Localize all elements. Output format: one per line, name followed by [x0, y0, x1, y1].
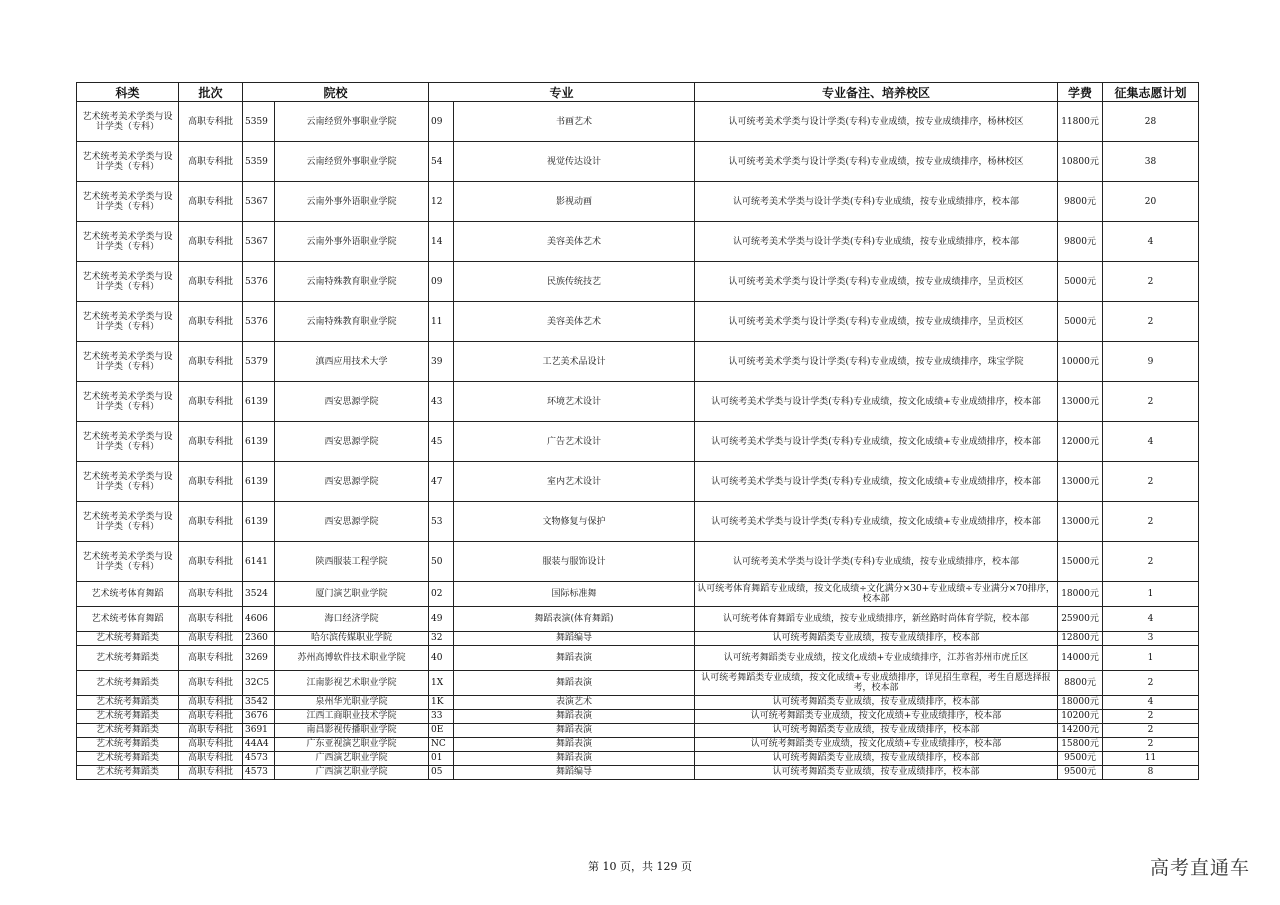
cell-school-name: 江南影视艺术职业学院 [275, 671, 429, 696]
cell-batch: 高职专科批 [179, 222, 243, 262]
header-zhuanye: 专业 [429, 83, 695, 102]
cell-major-name: 表演艺术 [454, 696, 695, 710]
cell-remarks: 认可统考舞蹈类专业成绩，按文化成绩+专业成绩排序，详见招生章程，考生自愿选择报考，校本部 [695, 671, 1058, 696]
cell-major-name: 国际标准舞 [454, 582, 695, 607]
cell-tuition: 8800元 [1058, 671, 1103, 696]
cell-school-code: 3269 [243, 646, 275, 671]
cell-major-name: 民族传统技艺 [454, 262, 695, 302]
cell-major-name: 影视动画 [454, 182, 695, 222]
cell-remarks: 认可统考舞蹈类专业成绩，按专业成绩排序，校本部 [695, 752, 1058, 766]
cell-category: 艺术统考舞蹈类 [77, 738, 179, 752]
table-row [77, 752, 1199, 766]
cell-major-code: 11 [429, 302, 454, 342]
cell-batch: 高职专科批 [179, 696, 243, 710]
cell-school-code: 6139 [243, 422, 275, 462]
cell-school-code: 4606 [243, 607, 275, 632]
cell-remarks: 认可统考美术学类与设计学类(专科)专业成绩，按文化成绩+专业成绩排序，校本部 [695, 462, 1058, 502]
cell-category: 艺术统考美术学类与设计学类（专科） [77, 302, 179, 342]
cell-tuition: 5000元 [1058, 262, 1103, 302]
cell-batch: 高职专科批 [179, 382, 243, 422]
cell-major-code: 05 [429, 766, 454, 780]
cell-category: 艺术统考美术学类与设计学类（专科） [77, 182, 179, 222]
cell-tuition: 9800元 [1058, 182, 1103, 222]
table-body [77, 102, 1199, 780]
cell-category: 艺术统考体育舞蹈 [77, 607, 179, 632]
cell-batch: 高职专科批 [179, 607, 243, 632]
table-row [77, 222, 1199, 262]
cell-remarks: 认可统考舞蹈类专业成绩，按文化成绩+专业成绩排序，校本部 [695, 738, 1058, 752]
cell-tuition: 12000元 [1058, 422, 1103, 462]
cell-tuition: 10200元 [1058, 710, 1103, 724]
cell-school-code: 6139 [243, 462, 275, 502]
cell-batch: 高职专科批 [179, 646, 243, 671]
cell-batch: 高职专科批 [179, 422, 243, 462]
cell-school-code: 5359 [243, 142, 275, 182]
cell-major-code: NC [429, 738, 454, 752]
cell-category: 艺术统考舞蹈类 [77, 766, 179, 780]
cell-remarks: 认可统考美术学类与设计学类(专科)专业成绩，按专业成绩排序，杨林校区 [695, 142, 1058, 182]
cell-batch: 高职专科批 [179, 671, 243, 696]
cell-remarks: 认可统考美术学类与设计学类(专科)专业成绩，按专业成绩排序，校本部 [695, 542, 1058, 582]
cell-school-code: 5379 [243, 342, 275, 382]
table-row [77, 632, 1199, 646]
header-xuefei: 学费 [1058, 83, 1103, 102]
cell-tuition: 13000元 [1058, 462, 1103, 502]
cell-major-name: 舞蹈表演 [454, 724, 695, 738]
cell-category: 艺术统考舞蹈类 [77, 724, 179, 738]
cell-plan-count: 11 [1103, 752, 1199, 766]
cell-major-code: 53 [429, 502, 454, 542]
cell-remarks: 认可统考舞蹈类专业成绩，按文化成绩+专业成绩排序，江苏省苏州市虎丘区 [695, 646, 1058, 671]
table-row [77, 302, 1199, 342]
page-number: 第 10 页，共 129 页 [588, 860, 692, 873]
table-row [77, 696, 1199, 710]
table-row [77, 542, 1199, 582]
cell-plan-count: 2 [1103, 710, 1199, 724]
cell-school-name: 厦门演艺职业学院 [275, 582, 429, 607]
cell-school-code: 3524 [243, 582, 275, 607]
cell-school-name: 江西工商职业技术学院 [275, 710, 429, 724]
cell-school-name: 西安思源学院 [275, 502, 429, 542]
cell-major-name: 文物修复与保护 [454, 502, 695, 542]
cell-category: 艺术统考美术学类与设计学类（专科） [77, 262, 179, 302]
cell-plan-count: 2 [1103, 462, 1199, 502]
cell-category: 艺术统考美术学类与设计学类（专科） [77, 142, 179, 182]
watermark-logo-text: 高考直通车 [1149, 857, 1250, 879]
table-row [77, 502, 1199, 542]
table-row [77, 766, 1199, 780]
cell-plan-count: 4 [1103, 422, 1199, 462]
table-header-row [77, 83, 1199, 102]
cell-major-name: 舞蹈编导 [454, 766, 695, 780]
cell-plan-count: 4 [1103, 696, 1199, 710]
table-row [77, 342, 1199, 382]
table-row [77, 422, 1199, 462]
cell-plan-count: 8 [1103, 766, 1199, 780]
cell-major-name: 环境艺术设计 [454, 382, 695, 422]
cell-remarks: 认可统考美术学类与设计学类(专科)专业成绩，按专业成绩排序，校本部 [695, 182, 1058, 222]
cell-plan-count: 3 [1103, 632, 1199, 646]
cell-school-name: 西安思源学院 [275, 462, 429, 502]
cell-school-code: 3542 [243, 696, 275, 710]
cell-remarks: 认可统考美术学类与设计学类(专科)专业成绩，按文化成绩+专业成绩排序，校本部 [695, 422, 1058, 462]
cell-school-code: 3691 [243, 724, 275, 738]
cell-school-code: 5367 [243, 182, 275, 222]
cell-plan-count: 2 [1103, 738, 1199, 752]
cell-tuition: 9500元 [1058, 752, 1103, 766]
cell-plan-count: 1 [1103, 646, 1199, 671]
cell-major-name: 舞蹈表演 [454, 738, 695, 752]
cell-plan-count: 2 [1103, 502, 1199, 542]
cell-major-code: 49 [429, 607, 454, 632]
cell-school-name: 广东亚视演艺职业学院 [275, 738, 429, 752]
cell-remarks: 认可统考舞蹈类专业成绩，按专业成绩排序，校本部 [695, 766, 1058, 780]
cell-plan-count: 28 [1103, 102, 1199, 142]
cell-school-code: 2360 [243, 632, 275, 646]
cell-category: 艺术统考舞蹈类 [77, 710, 179, 724]
cell-major-code: 0E [429, 724, 454, 738]
cell-school-name: 云南外事外语职业学院 [275, 222, 429, 262]
cell-category: 艺术统考美术学类与设计学类（专科） [77, 542, 179, 582]
cell-tuition: 12800元 [1058, 632, 1103, 646]
cell-remarks: 认可统考体育舞蹈专业成绩，按专业成绩排序，新丝路时尚体育学院，校本部 [695, 607, 1058, 632]
table-row [77, 382, 1199, 422]
cell-remarks: 认可统考美术学类与设计学类(专科)专业成绩，按专业成绩排序，呈贡校区 [695, 302, 1058, 342]
cell-school-name: 西安思源学院 [275, 382, 429, 422]
cell-plan-count: 4 [1103, 607, 1199, 632]
cell-school-name: 陕西服装工程学院 [275, 542, 429, 582]
cell-plan-count: 2 [1103, 262, 1199, 302]
cell-school-code: 6139 [243, 382, 275, 422]
cell-major-name: 美容美体艺术 [454, 302, 695, 342]
cell-major-name: 室内艺术设计 [454, 462, 695, 502]
cell-major-code: 47 [429, 462, 454, 502]
cell-major-name: 舞蹈表演 [454, 710, 695, 724]
cell-tuition: 18000元 [1058, 582, 1103, 607]
cell-major-code: 02 [429, 582, 454, 607]
table-row [77, 582, 1199, 607]
cell-school-code: 5376 [243, 262, 275, 302]
cell-major-name: 舞蹈表演 [454, 671, 695, 696]
cell-remarks: 认可统考美术学类与设计学类(专科)专业成绩，按专业成绩排序，校本部 [695, 222, 1058, 262]
cell-major-name: 舞蹈编导 [454, 632, 695, 646]
cell-batch: 高职专科批 [179, 342, 243, 382]
table-row [77, 462, 1199, 502]
cell-batch: 高职专科批 [179, 462, 243, 502]
cell-school-code: 3676 [243, 710, 275, 724]
cell-batch: 高职专科批 [179, 632, 243, 646]
cell-major-code: 09 [429, 102, 454, 142]
cell-major-code: 1K [429, 696, 454, 710]
cell-school-name: 南昌影视传播职业学院 [275, 724, 429, 738]
header-yuanxiao: 院校 [243, 83, 429, 102]
table-row [77, 724, 1199, 738]
cell-major-name: 视觉传达设计 [454, 142, 695, 182]
cell-remarks: 认可统考舞蹈类专业成绩，按文化成绩+专业成绩排序，校本部 [695, 710, 1058, 724]
cell-category: 艺术统考舞蹈类 [77, 696, 179, 710]
cell-category: 艺术统考美术学类与设计学类（专科） [77, 502, 179, 542]
admission-plan-table [76, 82, 1199, 780]
table-row [77, 607, 1199, 632]
table-row [77, 646, 1199, 671]
cell-remarks: 认可统考美术学类与设计学类(专科)专业成绩，按文化成绩+专业成绩排序，校本部 [695, 502, 1058, 542]
cell-batch: 高职专科批 [179, 262, 243, 302]
cell-plan-count: 2 [1103, 302, 1199, 342]
cell-major-code: 43 [429, 382, 454, 422]
cell-batch: 高职专科批 [179, 738, 243, 752]
cell-tuition: 25900元 [1058, 607, 1103, 632]
cell-remarks: 认可统考舞蹈类专业成绩，按专业成绩排序，校本部 [695, 724, 1058, 738]
cell-school-name: 苏州高博软件技术职业学院 [275, 646, 429, 671]
cell-batch: 高职专科批 [179, 710, 243, 724]
cell-category: 艺术统考美术学类与设计学类（专科） [77, 422, 179, 462]
cell-school-name: 广西演艺职业学院 [275, 766, 429, 780]
cell-category: 艺术统考舞蹈类 [77, 632, 179, 646]
cell-tuition: 9500元 [1058, 766, 1103, 780]
cell-major-code: 12 [429, 182, 454, 222]
cell-category: 艺术统考舞蹈类 [77, 646, 179, 671]
cell-plan-count: 2 [1103, 671, 1199, 696]
table-row [77, 182, 1199, 222]
cell-batch: 高职专科批 [179, 302, 243, 342]
header-pici: 批次 [179, 83, 243, 102]
cell-school-code: 4573 [243, 766, 275, 780]
cell-batch: 高职专科批 [179, 182, 243, 222]
cell-tuition: 15800元 [1058, 738, 1103, 752]
cell-category: 艺术统考舞蹈类 [77, 671, 179, 696]
cell-school-code: 6141 [243, 542, 275, 582]
cell-batch: 高职专科批 [179, 724, 243, 738]
cell-school-name: 云南特殊教育职业学院 [275, 262, 429, 302]
table-row [77, 142, 1199, 182]
cell-plan-count: 1 [1103, 582, 1199, 607]
cell-category: 艺术统考美术学类与设计学类（专科） [77, 222, 179, 262]
cell-school-code: 5367 [243, 222, 275, 262]
cell-school-name: 云南经贸外事职业学院 [275, 142, 429, 182]
cell-plan-count: 38 [1103, 142, 1199, 182]
cell-major-code: 1X [429, 671, 454, 696]
cell-batch: 高职专科批 [179, 582, 243, 607]
cell-tuition: 13000元 [1058, 502, 1103, 542]
cell-category: 艺术统考舞蹈类 [77, 752, 179, 766]
cell-category: 艺术统考美术学类与设计学类（专科） [77, 462, 179, 502]
cell-school-name: 西安思源学院 [275, 422, 429, 462]
cell-remarks: 认可统考舞蹈类专业成绩，按专业成绩排序，校本部 [695, 632, 1058, 646]
cell-school-name: 哈尔滨传媒职业学院 [275, 632, 429, 646]
cell-category: 艺术统考美术学类与设计学类（专科） [77, 382, 179, 422]
cell-batch: 高职专科批 [179, 102, 243, 142]
cell-school-name: 海口经济学院 [275, 607, 429, 632]
cell-school-code: 6139 [243, 502, 275, 542]
cell-school-name: 泉州华光职业学院 [275, 696, 429, 710]
table-row [77, 262, 1199, 302]
header-kelei: 科类 [77, 83, 179, 102]
cell-plan-count: 2 [1103, 542, 1199, 582]
cell-school-code: 32C5 [243, 671, 275, 696]
cell-batch: 高职专科批 [179, 752, 243, 766]
cell-school-name: 云南特殊教育职业学院 [275, 302, 429, 342]
cell-school-name: 云南外事外语职业学院 [275, 182, 429, 222]
cell-remarks: 认可统考美术学类与设计学类(专科)专业成绩，按专业成绩排序，杨林校区 [695, 102, 1058, 142]
cell-tuition: 5000元 [1058, 302, 1103, 342]
cell-major-name: 工艺美术品设计 [454, 342, 695, 382]
cell-category: 艺术统考美术学类与设计学类（专科） [77, 342, 179, 382]
cell-major-name: 美容美体艺术 [454, 222, 695, 262]
cell-major-code: 14 [429, 222, 454, 262]
cell-school-name: 广西演艺职业学院 [275, 752, 429, 766]
cell-tuition: 11800元 [1058, 102, 1103, 142]
cell-major-code: 09 [429, 262, 454, 302]
cell-batch: 高职专科批 [179, 542, 243, 582]
cell-tuition: 13000元 [1058, 382, 1103, 422]
cell-major-code: 33 [429, 710, 454, 724]
cell-school-code: 44A4 [243, 738, 275, 752]
cell-school-code: 5376 [243, 302, 275, 342]
cell-plan-count: 2 [1103, 382, 1199, 422]
cell-plan-count: 20 [1103, 182, 1199, 222]
cell-category: 艺术统考美术学类与设计学类（专科） [77, 102, 179, 142]
cell-tuition: 18000元 [1058, 696, 1103, 710]
cell-tuition: 10000元 [1058, 342, 1103, 382]
cell-batch: 高职专科批 [179, 766, 243, 780]
cell-plan-count: 4 [1103, 222, 1199, 262]
cell-major-name: 服装与服饰设计 [454, 542, 695, 582]
header-beizhu: 专业备注、培养校区 [695, 83, 1058, 102]
cell-school-name: 滇西应用技术大学 [275, 342, 429, 382]
cell-school-code: 4573 [243, 752, 275, 766]
cell-tuition: 10800元 [1058, 142, 1103, 182]
cell-major-code: 50 [429, 542, 454, 582]
cell-major-name: 广告艺术设计 [454, 422, 695, 462]
cell-plan-count: 9 [1103, 342, 1199, 382]
cell-major-name: 舞蹈表演 [454, 752, 695, 766]
cell-major-code: 40 [429, 646, 454, 671]
cell-batch: 高职专科批 [179, 142, 243, 182]
cell-remarks: 认可统考体育舞蹈专业成绩，按文化成绩÷文化满分×30+专业成绩÷专业满分×70排序，校本部 [695, 582, 1058, 607]
cell-major-code: 01 [429, 752, 454, 766]
table-row [77, 671, 1199, 696]
cell-tuition: 14000元 [1058, 646, 1103, 671]
cell-tuition: 9800元 [1058, 222, 1103, 262]
cell-major-code: 39 [429, 342, 454, 382]
cell-major-name: 舞蹈表演(体育舞蹈) [454, 607, 695, 632]
cell-school-name: 云南经贸外事职业学院 [275, 102, 429, 142]
cell-category: 艺术统考体育舞蹈 [77, 582, 179, 607]
cell-remarks: 认可统考美术学类与设计学类(专科)专业成绩，按专业成绩排序，呈贡校区 [695, 262, 1058, 302]
table-row [77, 710, 1199, 724]
cell-major-code: 32 [429, 632, 454, 646]
table-row [77, 102, 1199, 142]
cell-batch: 高职专科批 [179, 502, 243, 542]
cell-remarks: 认可统考美术学类与设计学类(专科)专业成绩，按专业成绩排序，珠宝学院 [695, 342, 1058, 382]
cell-major-code: 45 [429, 422, 454, 462]
cell-plan-count: 2 [1103, 724, 1199, 738]
cell-remarks: 认可统考美术学类与设计学类(专科)专业成绩，按文化成绩+专业成绩排序，校本部 [695, 382, 1058, 422]
cell-major-code: 54 [429, 142, 454, 182]
cell-tuition: 14200元 [1058, 724, 1103, 738]
cell-major-name: 舞蹈表演 [454, 646, 695, 671]
cell-tuition: 15000元 [1058, 542, 1103, 582]
cell-school-code: 5359 [243, 102, 275, 142]
cell-remarks: 认可统考舞蹈类专业成绩，按专业成绩排序，校本部 [695, 696, 1058, 710]
cell-major-name: 书画艺术 [454, 102, 695, 142]
header-jihua: 征集志愿计划 [1103, 83, 1199, 102]
table-row [77, 738, 1199, 752]
